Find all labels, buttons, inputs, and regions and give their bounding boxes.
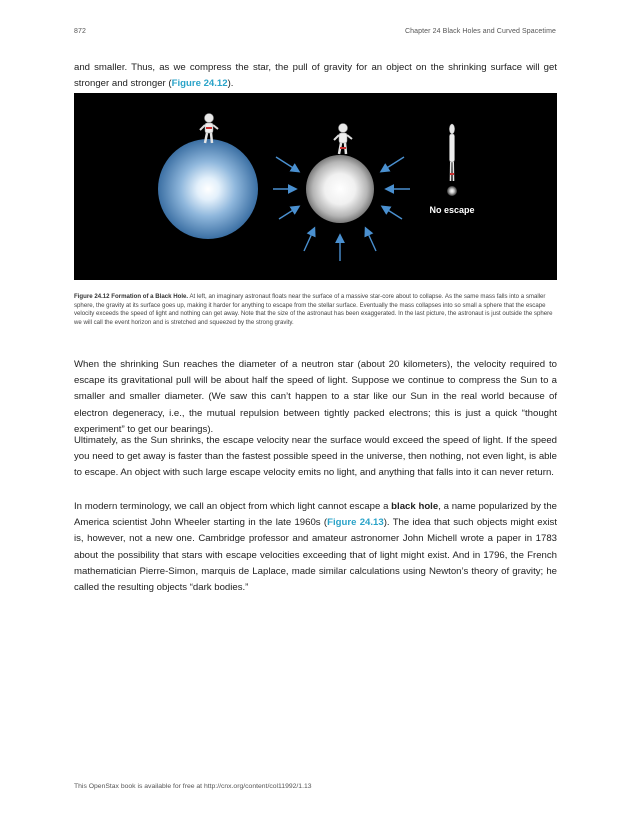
astronaut-icon — [334, 124, 352, 155]
p3-text-end: ). The idea that such objects might exist is, however, not a new one. Cambridge professor and amateur astronomer John Michell wrote a paper in 1783 about the possibility that stars with escape velocities exceeding that of light might exist. And in 1796, the French mathematician Pierre-Simon, marquis de Laplace, made similar calculations using Newton’s theory of gravity; he called the resulting objects “dark bodies.” — [74, 517, 557, 594]
stretched-astronaut-icon — [449, 124, 454, 181]
figure-24-13-link[interactable]: Figure 24.13 — [327, 517, 384, 529]
page-header — [74, 28, 556, 40]
page-footer: This OpenStax book is available for free at http://cnx.org/content/col11992/1.13 — [74, 783, 312, 790]
intro-text-end: ). — [227, 78, 234, 90]
figure-caption — [74, 293, 557, 327]
chapter-title: Chapter 24 Black Holes and Curved Spacetime — [405, 28, 556, 35]
intro-paragraph — [74, 60, 557, 92]
figure-24-12-link[interactable]: Figure 24.12 — [171, 78, 228, 90]
figure-illustration — [74, 93, 557, 280]
astronaut-icon — [200, 114, 218, 144]
large-star-core — [158, 139, 258, 239]
p3-text: In modern terminology, we call an object from which light cannot escape a — [74, 501, 392, 512]
collapsing-star-core — [306, 155, 374, 223]
p3-text-mid: , a name popularized by the America scientist John Wheeler starting in the late 1960s ( — [74, 501, 558, 529]
caption-text: At left, an imaginary astronaut floats near the surface of a massive star-core about to collapse. As the same mass falls into a smaller sphere, the gravity at its surface goes up, making it harder for anything to escape from the stellar surface. Eventually the mass collapses into so small a sphere that the escape velocity exceeds the speed of light and nothing can get away. Note that the size of the astronaut has been exaggerated. In the last picture, the astronaut is just outside the sphere we will call the event horizon and is stretched and squeezed by the strong gravity. — [74, 293, 553, 326]
caption-title: Figure 24.12 Formation of a Black Hole. — [74, 293, 189, 300]
no-escape-label: No escape — [429, 205, 475, 215]
paragraph-neutron-star: When the shrinking Sun reaches the diameter of a neutron star (about 20 kilometers), the velocity required to escape its gravitational pull will be about half the speed of light. Suppose we continue to compress the Sun to a smaller and smaller diameter. (We saw this can’t happen to a star like our Sun in the real world because of electron degeneracy, i.e., the mutual repulsion between tightly packed electrons; this is just a quick “thought experiment” to get our bearings). — [74, 359, 557, 435]
paragraph-black-hole-definition — [74, 499, 557, 596]
page-number: 872 — [74, 28, 86, 35]
black-hole-formation-figure — [74, 93, 557, 280]
paragraph-escape-velocity: Ultimately, as the Sun shrinks, the escape velocity near the surface would exceed the speed of light. If the speed you need to get away is faster than the fastest possible speed in the universe, then nothing, not even light, is able to escape. An object with such large escape velocity emits no light, and anything that falls into it can never return. — [74, 435, 557, 479]
event-horizon-sphere — [447, 186, 457, 196]
black-hole-term: black hole — [391, 501, 439, 512]
intro-text: and smaller. Thus, as we compress the star, the pull of gravity for an object on the shrinking surface will get stronger and stronger ( — [74, 62, 557, 90]
